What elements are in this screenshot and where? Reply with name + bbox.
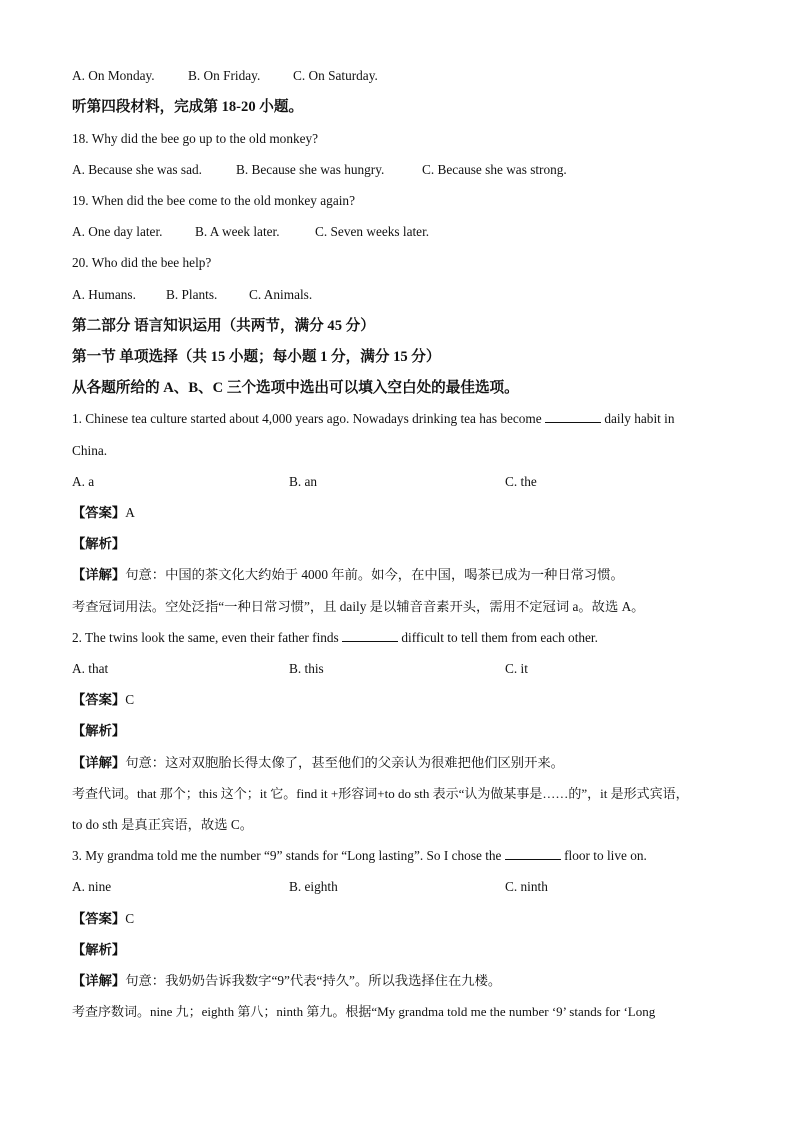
answer-label: 【答案】 <box>72 692 126 707</box>
explanation-2-continued: to do sth 是真正宾语，故选 C。 <box>72 817 253 832</box>
detail-text: 句意：这对双胞胎长得太像了，甚至他们的父亲认为很难把他们区别开来。 <box>125 755 564 770</box>
answer-1 <box>72 504 135 522</box>
question-3 <box>72 847 647 865</box>
answer-value: C <box>125 911 135 926</box>
q20-option-a: A. Humans. <box>72 287 136 302</box>
q2-option-a: A. that <box>72 661 109 676</box>
q18-option-b: B. Because she was hungry. <box>236 162 385 177</box>
detail-label: 【详解】 <box>72 567 126 582</box>
q1-option-b: B. an <box>289 474 318 489</box>
detail-text: 句意：中国的茶文化大约始于 4000 年前。如今，在中国，喝茶已成为一种日常习惯。 <box>125 567 624 582</box>
detail-1 <box>72 566 624 584</box>
question-1 <box>72 410 675 428</box>
analysis-label: 【解析】 <box>72 723 126 738</box>
explanation-1: 考查冠词用法。空处泛指“一种日常习惯”，且 daily 是以辅音音素开头，需用不定冠词 a。故选 A。 <box>72 599 645 614</box>
detail-2 <box>72 754 564 772</box>
q18-option-a: A. Because she was sad. <box>72 162 202 177</box>
blank <box>505 847 561 860</box>
option-a: A. On Monday. <box>72 68 155 83</box>
detail-3 <box>72 972 501 990</box>
q2-option-b: B. this <box>289 661 324 676</box>
section-heading-4: 听第四段材料，完成第 18-20 小题。 <box>72 99 304 115</box>
section-1-heading: 第一节 单项选择（共 15 小题；每小题 1 分，满分 15 分） <box>72 349 441 365</box>
answer-value: C <box>125 692 135 707</box>
q3-option-b: B. eighth <box>289 879 338 894</box>
answer-label: 【答案】 <box>72 505 126 520</box>
question-2 <box>72 629 598 647</box>
question-3-text-end: floor to live on. <box>564 848 647 863</box>
explanation-3: 考查序数词。nine 九；eighth 第八；ninth 第九。根据“My grandma told me the number ‘9’ stands for ‘Long <box>72 1004 656 1019</box>
analysis-label: 【解析】 <box>72 942 126 957</box>
question-3-text: 3. My grandma told me the number “9” stands for “Long lasting”. So I chose the <box>72 848 502 863</box>
q20-option-c: C. Animals. <box>249 287 313 302</box>
answer-value: A <box>125 505 135 520</box>
answer-label: 【答案】 <box>72 911 126 926</box>
option-b: B. On Friday. <box>188 68 261 83</box>
q1-option-c: C. the <box>505 474 537 489</box>
question-2-text: 2. The twins look the same, even their father finds <box>72 630 339 645</box>
q18-option-c: C. Because she was strong. <box>422 162 567 177</box>
answer-2 <box>72 691 134 709</box>
q1-option-a: A. a <box>72 474 95 489</box>
explanation-2: 考查代词。that 那个；this 这个；it 它。find it +形容词+to do sth 表示“认为做某事是……的”，it 是形式宾语， <box>72 786 689 801</box>
q20-option-b: B. Plants. <box>166 287 218 302</box>
blank <box>545 410 601 423</box>
question-1-continued: China. <box>72 443 108 458</box>
question-2-text-end: difficult to tell them from each other. <box>401 630 598 645</box>
question-20: 20. Who did the bee help? <box>72 255 212 270</box>
part-2-heading: 第二部分 语言知识运用（共两节，满分 45 分） <box>72 318 375 334</box>
q19-option-b: B. A week later. <box>195 224 280 239</box>
question-19: 19. When did the bee come to the old monkey again? <box>72 193 355 208</box>
question-18: 18. Why did the bee go up to the old monkey? <box>72 131 319 146</box>
answer-3 <box>72 910 134 928</box>
option-c: C. On Saturday. <box>293 68 378 83</box>
detail-label: 【详解】 <box>72 973 126 988</box>
question-1-text: 1. Chinese tea culture started about 4,000 years ago. Nowadays drinking tea has become <box>72 411 542 426</box>
q2-option-c: C. it <box>505 661 528 676</box>
detail-text: 句意：我奶奶告诉我数字“9”代表“持久”。所以我选择住在九楼。 <box>125 973 502 988</box>
blank <box>342 629 398 642</box>
detail-label: 【详解】 <box>72 755 126 770</box>
instruction: 从各题所给的 A、B、C 三个选项中选出可以填入空白处的最佳选项。 <box>72 380 519 396</box>
q3-option-c: C. ninth <box>505 879 548 894</box>
analysis-label: 【解析】 <box>72 536 126 551</box>
q3-option-a: A. nine <box>72 879 112 894</box>
q19-option-c: C. Seven weeks later. <box>315 224 430 239</box>
question-1-text-end: daily habit in <box>604 411 675 426</box>
q19-option-a: A. One day later. <box>72 224 163 239</box>
